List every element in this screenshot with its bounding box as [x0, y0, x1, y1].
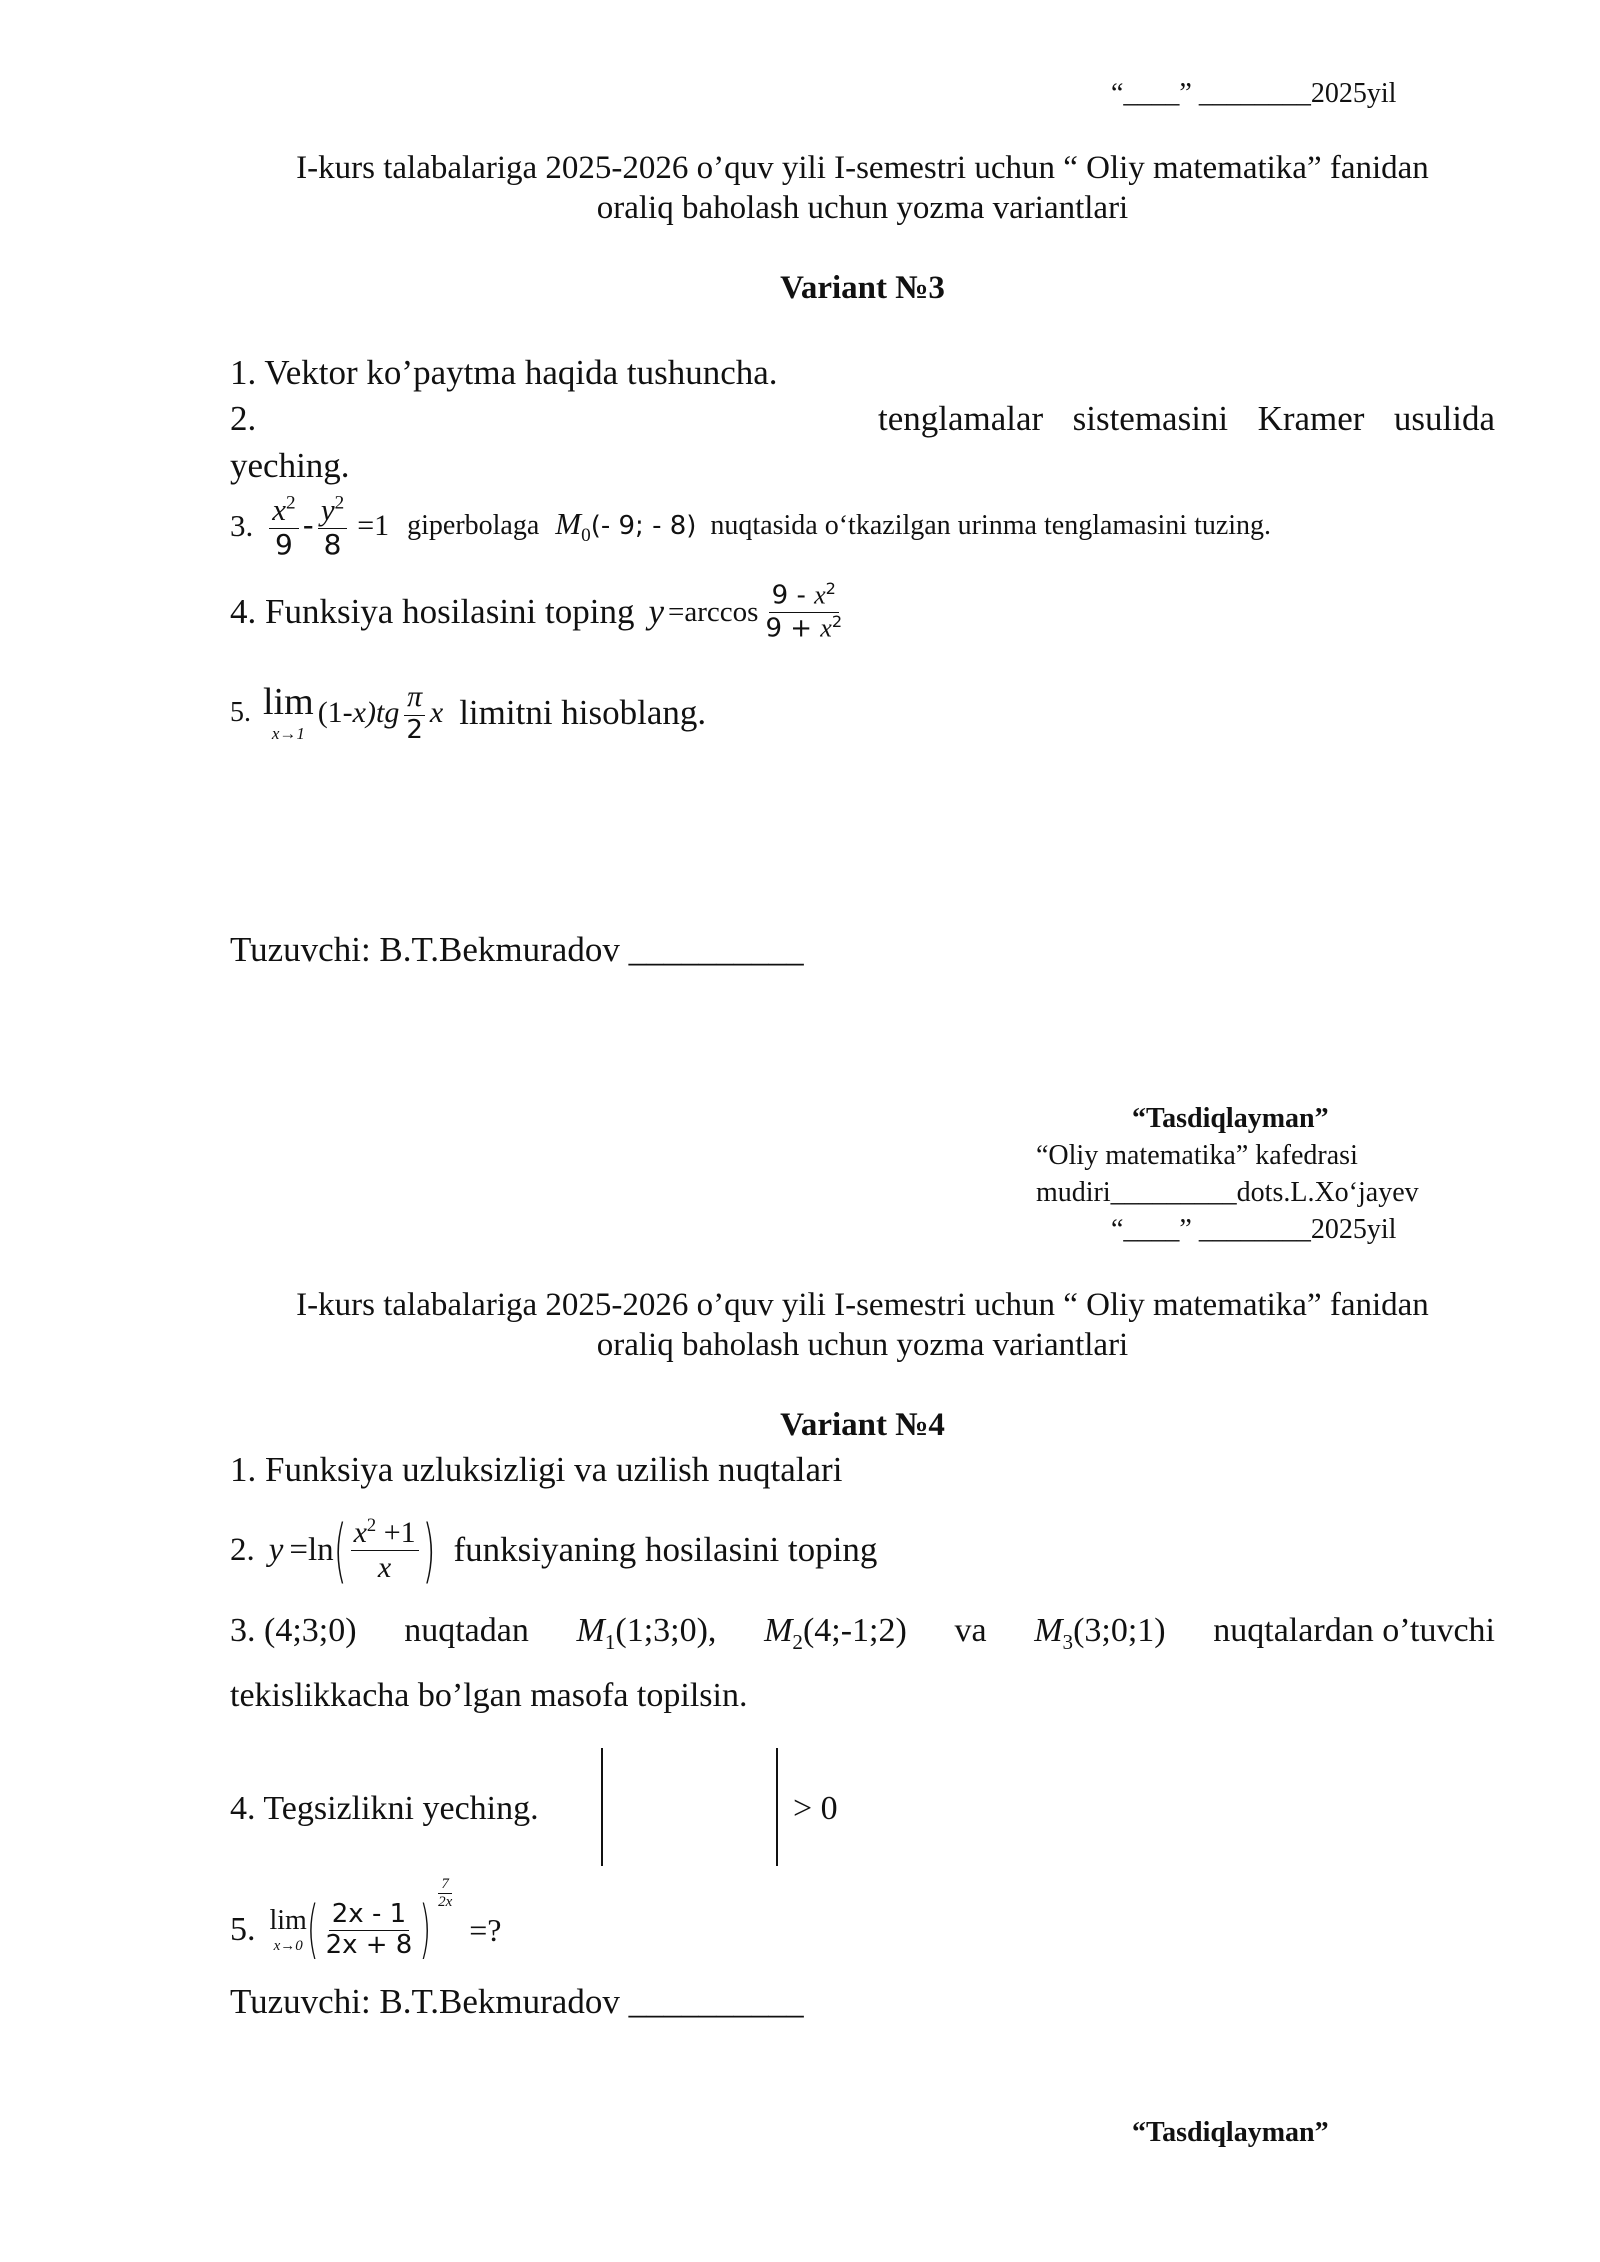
v4-question-2: 2. y =ln ( $\frac{x^2 +1}{x}$ ) funksiyaning hosilasini toping [230, 1509, 878, 1591]
limit-operator-2: lim x→0 [269, 1904, 307, 1954]
v4-question-3: 3. (4;3;0) nuqtadan $M_1(1;3;0)$, $M_2(4;-1;2)$ va $M_3(3;0;1)$ nuqtalardan o’tuvchi [230, 1612, 1495, 1654]
abs-bar-right [776, 1748, 778, 1866]
approval-2-title: “Tasdiqlayman” [1132, 2117, 1329, 2148]
limit-fraction: $\frac{2x - 1}{2x + 8}$ [325, 1898, 413, 1960]
v3-author: Tuzuvchi: B.T.Bekmuradov __________ [230, 930, 804, 969]
v4-question-4: 4. Tegsizlikni yeching. [230, 1790, 539, 1827]
v3-question-3: 3. $\frac{x^2}{9}$ - $\frac{y^2}{8}$ =1 giperbolaga $M_0$ (- 9; - 8) nuqtasida o‘tkazilgan urinma tenglamasini tuzing. [230, 492, 1272, 561]
abs-bar-left [601, 1748, 603, 1866]
approval-date: “____” ________2025yil [1111, 1214, 1397, 1245]
v4-question-4-inequality: > 0 [793, 1790, 838, 1827]
approval-title: “Tasdiqlayman” [1132, 1103, 1329, 1134]
header-line-2: oraliq baholash uchun yozma variantlari [596, 190, 1129, 226]
fraction-y2-over-8: $\frac{y^2}{8}$ [318, 492, 347, 561]
approval-head-signature: mudiri_________dots.L.Xo‘jayev [1036, 1177, 1419, 1208]
v4-question-1: 1. Funksiya uzluksizligi va uzilish nuqtalari [230, 1450, 843, 1489]
v3-question-4: 4. Funksiya hosilasini toping y =arccos $\frac{9 - x^2}{9 + x^2}$ [230, 580, 849, 644]
header-2-line-1: I-kurs talabalariga 2025-2026 o’quv yili I-semestri uchun “ Oliy matematika” fanidan [296, 1287, 1429, 1323]
date-line: “____” ________2025yil [1111, 78, 1397, 109]
v4-question-5: 5. lim x→0 ( $\frac{2x - 1}{2x + 8}$ ) $\frac{7}{2x}$ =? [230, 1876, 502, 1967]
variant-3-title: Variant №3 [780, 270, 945, 306]
pi-over-2: $\frac{\pi}{2}$ [403, 680, 426, 745]
v3-question-2-text: tenglamalar sistemasini Kramer usulida [878, 399, 1495, 438]
variant-4-title: Variant №4 [780, 1407, 945, 1443]
v4-question-3-continuation: tekislikkacha bo’lgan masofa topilsin. [230, 1677, 748, 1714]
arccos-fraction: $\frac{9 - x^2}{9 + x^2}$ [765, 579, 843, 644]
v3-question-2-continuation: yeching. [230, 446, 350, 485]
header-2-line-2: oraliq baholash uchun yozma variantlari [596, 1327, 1129, 1363]
fraction-x2-over-9: $\frac{x^2}{9}$ [269, 492, 298, 561]
approval-department: “Oliy matematika” kafedrasi [1036, 1140, 1358, 1171]
ln-fraction: $\frac{x^2 +1}{x}$ [351, 1515, 419, 1586]
exponent-fraction: $\frac{7}{2x}$ [438, 1876, 453, 1911]
v3-question-1: 1. Vektor ko’paytma haqida tushuncha. [230, 353, 778, 392]
v3-question-5: 5. lim x→1 (1- x )tg $\frac{\pi}{2}$ x limitni hisoblang. [230, 680, 707, 745]
limit-operator: lim x→1 [263, 681, 314, 744]
v4-author: Tuzuvchi: B.T.Bekmuradov __________ [230, 1982, 804, 2021]
v3-question-2-number: 2. [230, 399, 257, 438]
header-line-1: I-kurs talabalariga 2025-2026 o’quv yili I-semestri uchun “ Oliy matematika” fanidan [296, 150, 1429, 186]
